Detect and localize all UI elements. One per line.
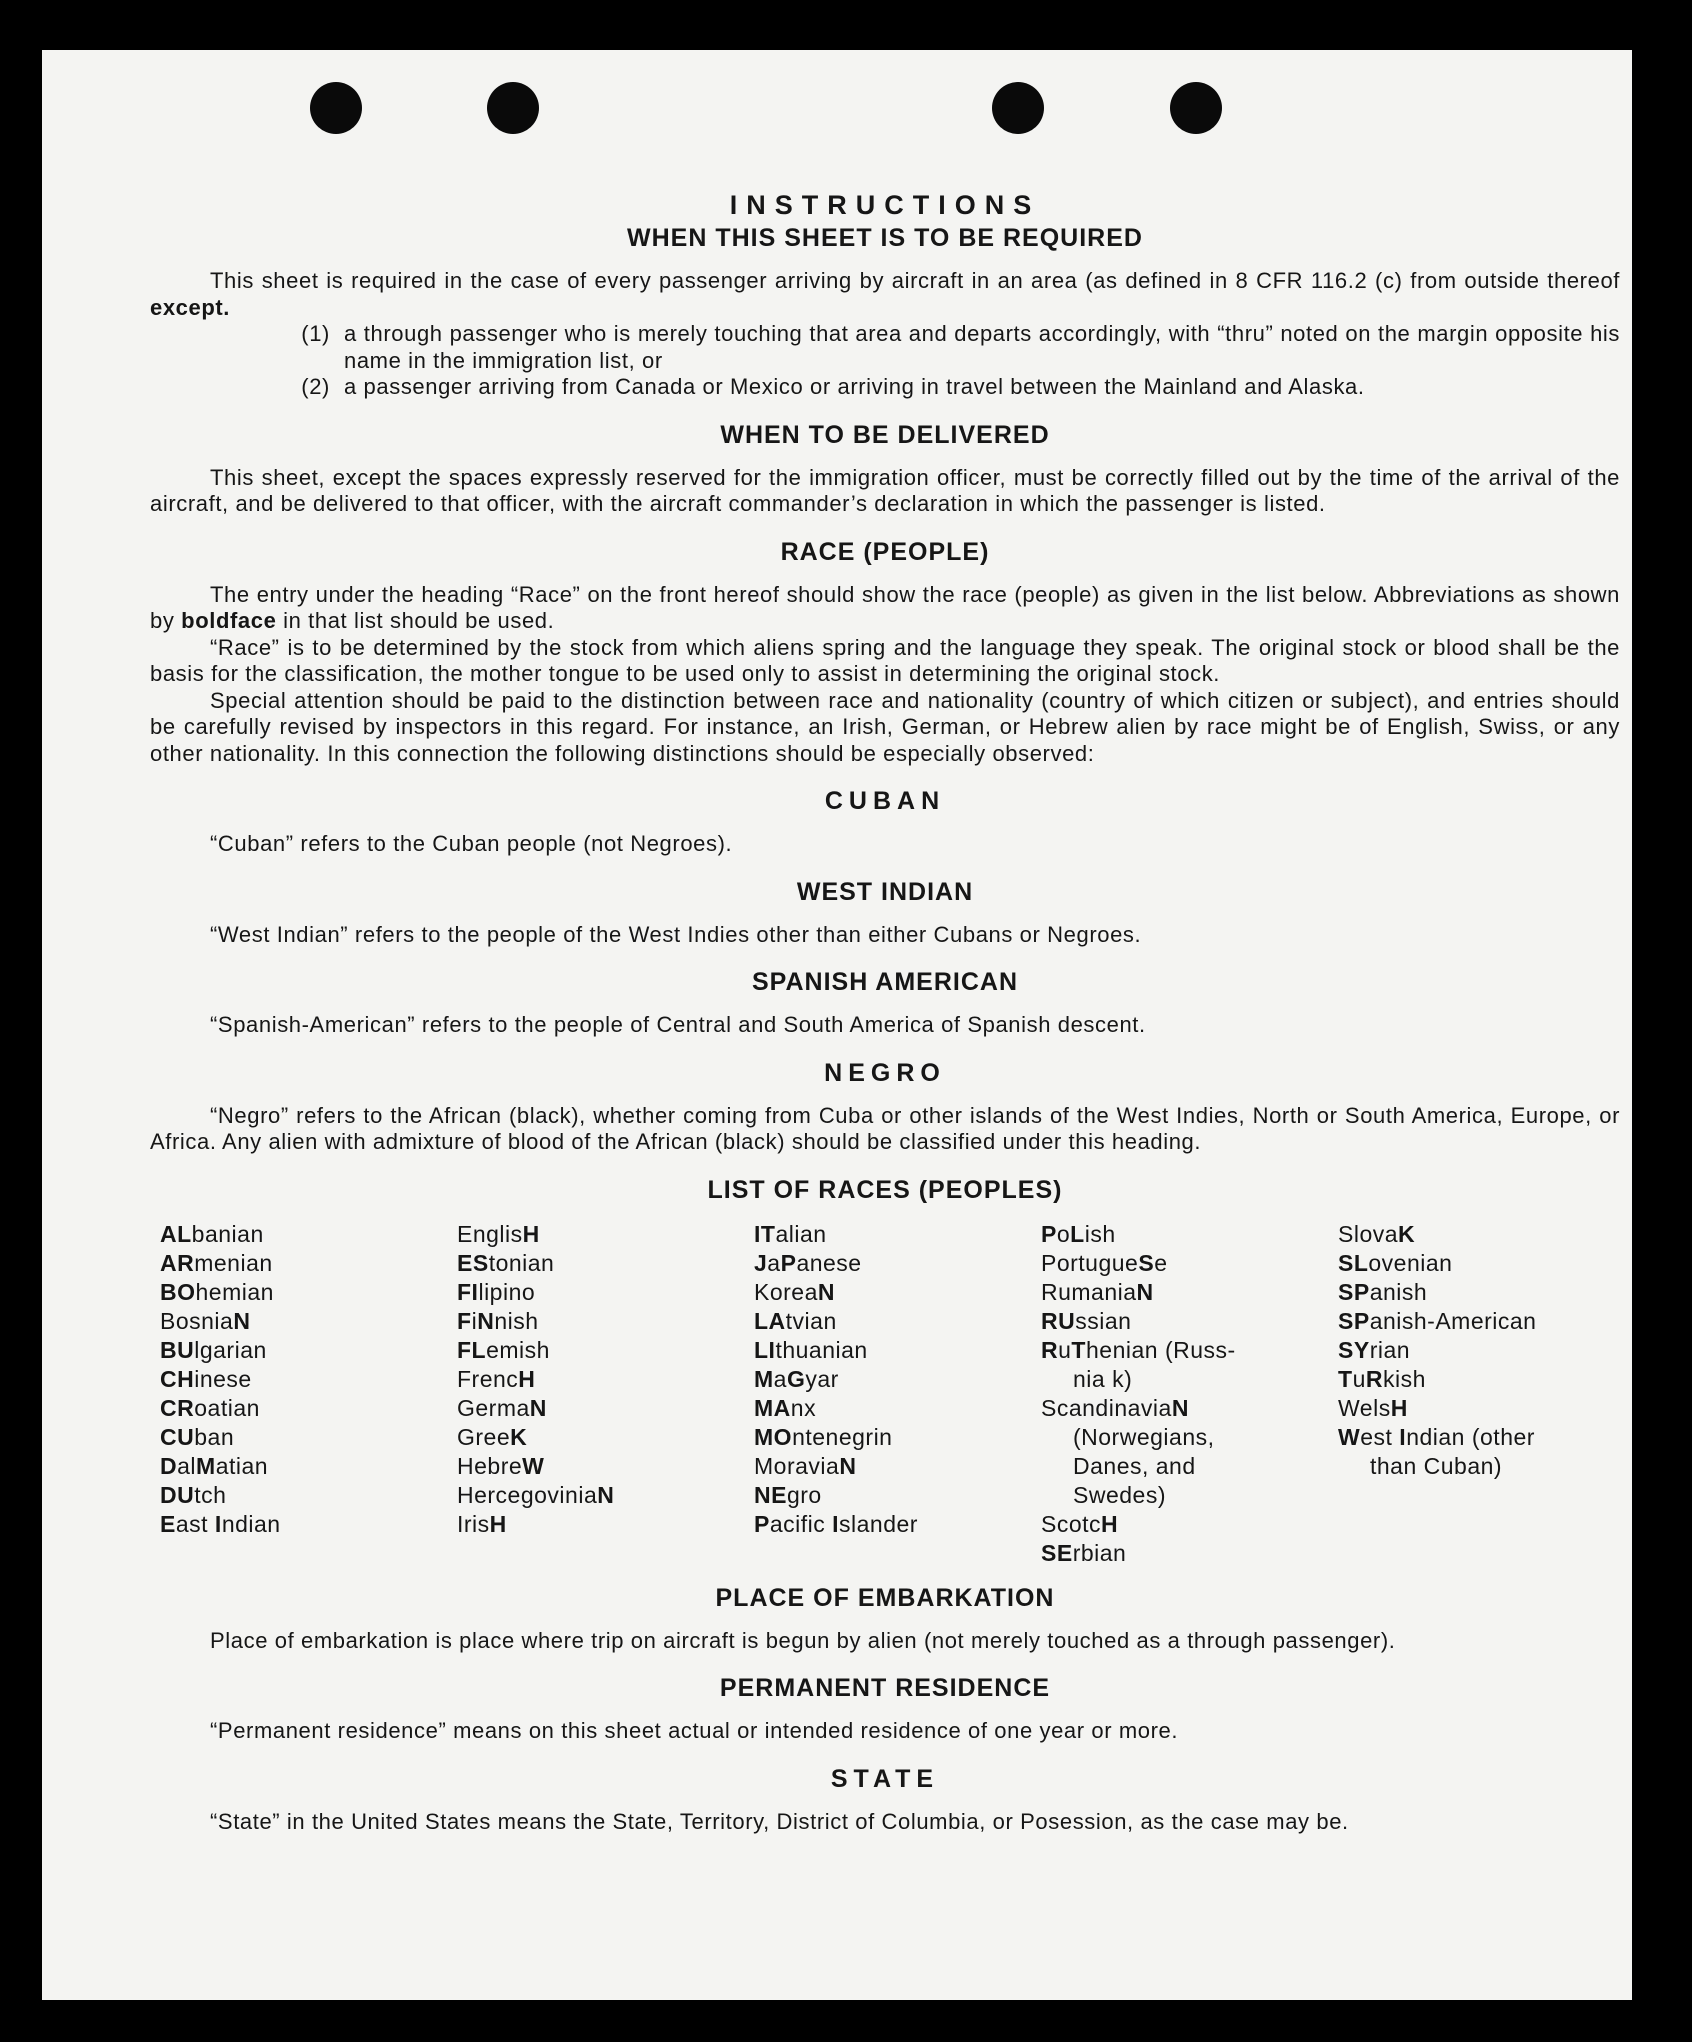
- embarkation-text: Place of embarkation is place where trip on aircraft is begun by alien (not merely touched as a through passenger).: [210, 1627, 1396, 1653]
- race-entry: IrisH: [457, 1510, 507, 1537]
- race-entry: JaPanese: [754, 1249, 862, 1276]
- section-heading-delivered: WHEN TO BE DELIVERED: [720, 420, 1050, 449]
- section-heading-spanish-american: SPANISH AMERICAN: [751, 968, 1018, 996]
- race-entry-continuation: than Cuban): [1370, 1452, 1503, 1479]
- race-entry: CRoatian: [160, 1394, 260, 1421]
- instructions-content: [150, 188, 1620, 1835]
- race-entry: LAtvian: [754, 1307, 837, 1334]
- race-entry: PoLish: [1041, 1220, 1116, 1247]
- race-entry: WelsH: [1338, 1394, 1408, 1421]
- punch-hole: [1170, 82, 1222, 134]
- race-entry: East Indian: [160, 1510, 281, 1537]
- race-entry: ARmenian: [160, 1249, 273, 1276]
- race-entry: GermaN: [457, 1394, 547, 1421]
- races-column: [754, 1220, 1041, 1568]
- race-entry: Pacific Islander: [754, 1510, 918, 1537]
- race-entry: PortugueSe: [1041, 1249, 1168, 1276]
- race-entry: SPanish-American: [1338, 1307, 1537, 1334]
- races-column: [1338, 1220, 1598, 1568]
- race-entry-continuation: Swedes): [1073, 1481, 1166, 1508]
- race-entry: MaGyar: [754, 1365, 839, 1392]
- race-entry: RuThenian (Russ-: [1041, 1336, 1236, 1363]
- race-entry-continuation: nia k): [1073, 1365, 1133, 1392]
- race-entry-continuation: Danes, and: [1073, 1452, 1196, 1479]
- race-entry: NEgro: [754, 1481, 822, 1508]
- race-entry: FiNnish: [457, 1307, 539, 1334]
- race-entry: DUtch: [160, 1481, 227, 1508]
- race-entry: EnglisH: [457, 1220, 540, 1247]
- delivered-text: This sheet, except the spaces expressly reserved for the immigration officer, must be correctly filled out by the time of the arrival of the aircraft, and be delivered to that officer, with the aircraft commander’s declaration in which the passenger is listed.: [150, 464, 1620, 516]
- race-entry: FIlipino: [457, 1278, 536, 1305]
- race-entry: FLemish: [457, 1336, 550, 1363]
- instructions-title: INSTRUCTIONS: [729, 190, 1041, 220]
- race-entry: BosniaN: [160, 1307, 251, 1334]
- race-entry: KoreaN: [754, 1278, 835, 1305]
- spanish-american-text: “Spanish-American” refers to the people of Central and South America of Spanish descent.: [210, 1012, 1146, 1037]
- race-entry: CUban: [160, 1423, 235, 1450]
- section-heading-required: WHEN THIS SHEET IS TO BE REQUIRED: [627, 224, 1143, 252]
- race-entry: MoraviaN: [754, 1452, 857, 1479]
- section-heading-cuban: CUBAN: [824, 787, 946, 815]
- race-entry: MOntenegrin: [754, 1423, 893, 1450]
- race-entry: TuRkish: [1338, 1365, 1426, 1392]
- race-entry-continuation: (Norwegians,: [1073, 1423, 1215, 1450]
- race-entry: ScandinaviaN: [1041, 1394, 1189, 1421]
- race-entry: FrencH: [457, 1365, 536, 1392]
- west-indian-text: “West Indian” refers to the people of the West Indies other than either Cubans or Negroes.: [210, 921, 1142, 947]
- race-entry: EStonian: [457, 1249, 555, 1276]
- race-entry: CHinese: [160, 1365, 252, 1392]
- punch-hole: [310, 82, 362, 134]
- race-entry: MAnx: [754, 1394, 817, 1421]
- race-entry: GreeK: [457, 1423, 528, 1450]
- exception-item-2: (2) a passenger arriving from Canada or Mexico or arriving in travel between the Mainland and Alaska.: [301, 374, 1365, 399]
- negro-text: “Negro” refers to the African (black), whether coming from Cuba or other islands of the West Indies, North or South America, Europe, or Africa. Any alien with admixture of blood of the African (black) should be classified under this heading.: [150, 1102, 1620, 1154]
- section-heading-embarkation: PLACE OF EMBARKATION: [715, 1583, 1055, 1612]
- punch-hole: [487, 82, 539, 134]
- race-entry: HebreW: [457, 1452, 545, 1479]
- race-entry: SlovaK: [1338, 1220, 1416, 1247]
- race-entry: SLovenian: [1338, 1249, 1453, 1276]
- punch-hole: [992, 82, 1044, 134]
- race-entry: SErbian: [1041, 1539, 1127, 1566]
- race-entry: SYrian: [1338, 1336, 1411, 1363]
- race-entry: LIthuanian: [754, 1336, 868, 1363]
- section-heading-west-indian: WEST INDIAN: [796, 877, 974, 906]
- races-column: [457, 1220, 754, 1568]
- races-column: [160, 1220, 457, 1568]
- section-heading-list-of-races: LIST OF RACES (PEOPLES): [707, 1175, 1063, 1204]
- race-paragraph-1: The entry under the heading “Race” on the front hereof should show the race (people) as given in the list below. Abbreviations as shown by boldface in that list should be used.: [150, 581, 1620, 633]
- race-entry: DalMatian: [160, 1452, 269, 1479]
- race-paragraph-3: Special attention should be paid to the distinction between race and nationality (country of which citizen or subject), and entries should be carefully revised by inspectors in this regard. For instance, an Irish, German, or Hebrew alien by race might be of English, Swiss, or any other nationality. In this connection the following distinctions should be especially observed:: [150, 687, 1620, 766]
- race-entry: ALbanian: [160, 1220, 264, 1247]
- races-column: [1041, 1220, 1338, 1568]
- section-heading-negro: NEGRO: [824, 1058, 946, 1087]
- race-entry: RUssian: [1041, 1307, 1132, 1334]
- race-entry: BUlgarian: [160, 1336, 267, 1363]
- race-entry: RumaniaN: [1041, 1278, 1154, 1305]
- section-heading-residence: PERMANENT RESIDENCE: [719, 1674, 1051, 1702]
- document-sheet: [42, 50, 1632, 2000]
- race-entry: West Indian (other: [1338, 1423, 1535, 1450]
- section-heading-state: STATE: [830, 1764, 940, 1793]
- section-heading-race: RACE (PEOPLE): [780, 537, 990, 566]
- race-entry: BOhemian: [160, 1278, 274, 1305]
- exception-item-1: (1) a through passenger who is merely touching that area and departs accordingly, with “thru” noted on the margin opposite his name in the immigration list, or: [301, 321, 1620, 373]
- required-intro: This sheet is required in the case of every passenger arriving by aircraft in an area (as defined in 8 CFR 116.2 (c) from outside thereof except.: [150, 268, 1620, 320]
- race-entry: ScotcH: [1041, 1510, 1119, 1537]
- race-paragraph-2: “Race” is to be determined by the stock from which aliens spring and the language they speak. The original stock or blood shall be the basis for the classification, the mother tongue to be used only to assist in determining the original stock.: [150, 634, 1620, 686]
- residence-text: “Permanent residence” means on this sheet actual or intended residence of one year or more.: [210, 1718, 1179, 1743]
- state-text: “State” in the United States means the State, Territory, District of Columbia, or Posession, as the case may be.: [210, 1808, 1349, 1834]
- cuban-text: “Cuban” refers to the Cuban people (not Negroes).: [210, 831, 733, 856]
- race-entry: ITalian: [754, 1220, 827, 1247]
- races-list: [160, 1220, 1620, 1568]
- race-entry: SPanish: [1338, 1278, 1428, 1305]
- race-entry: HercegoviniaN: [457, 1481, 615, 1508]
